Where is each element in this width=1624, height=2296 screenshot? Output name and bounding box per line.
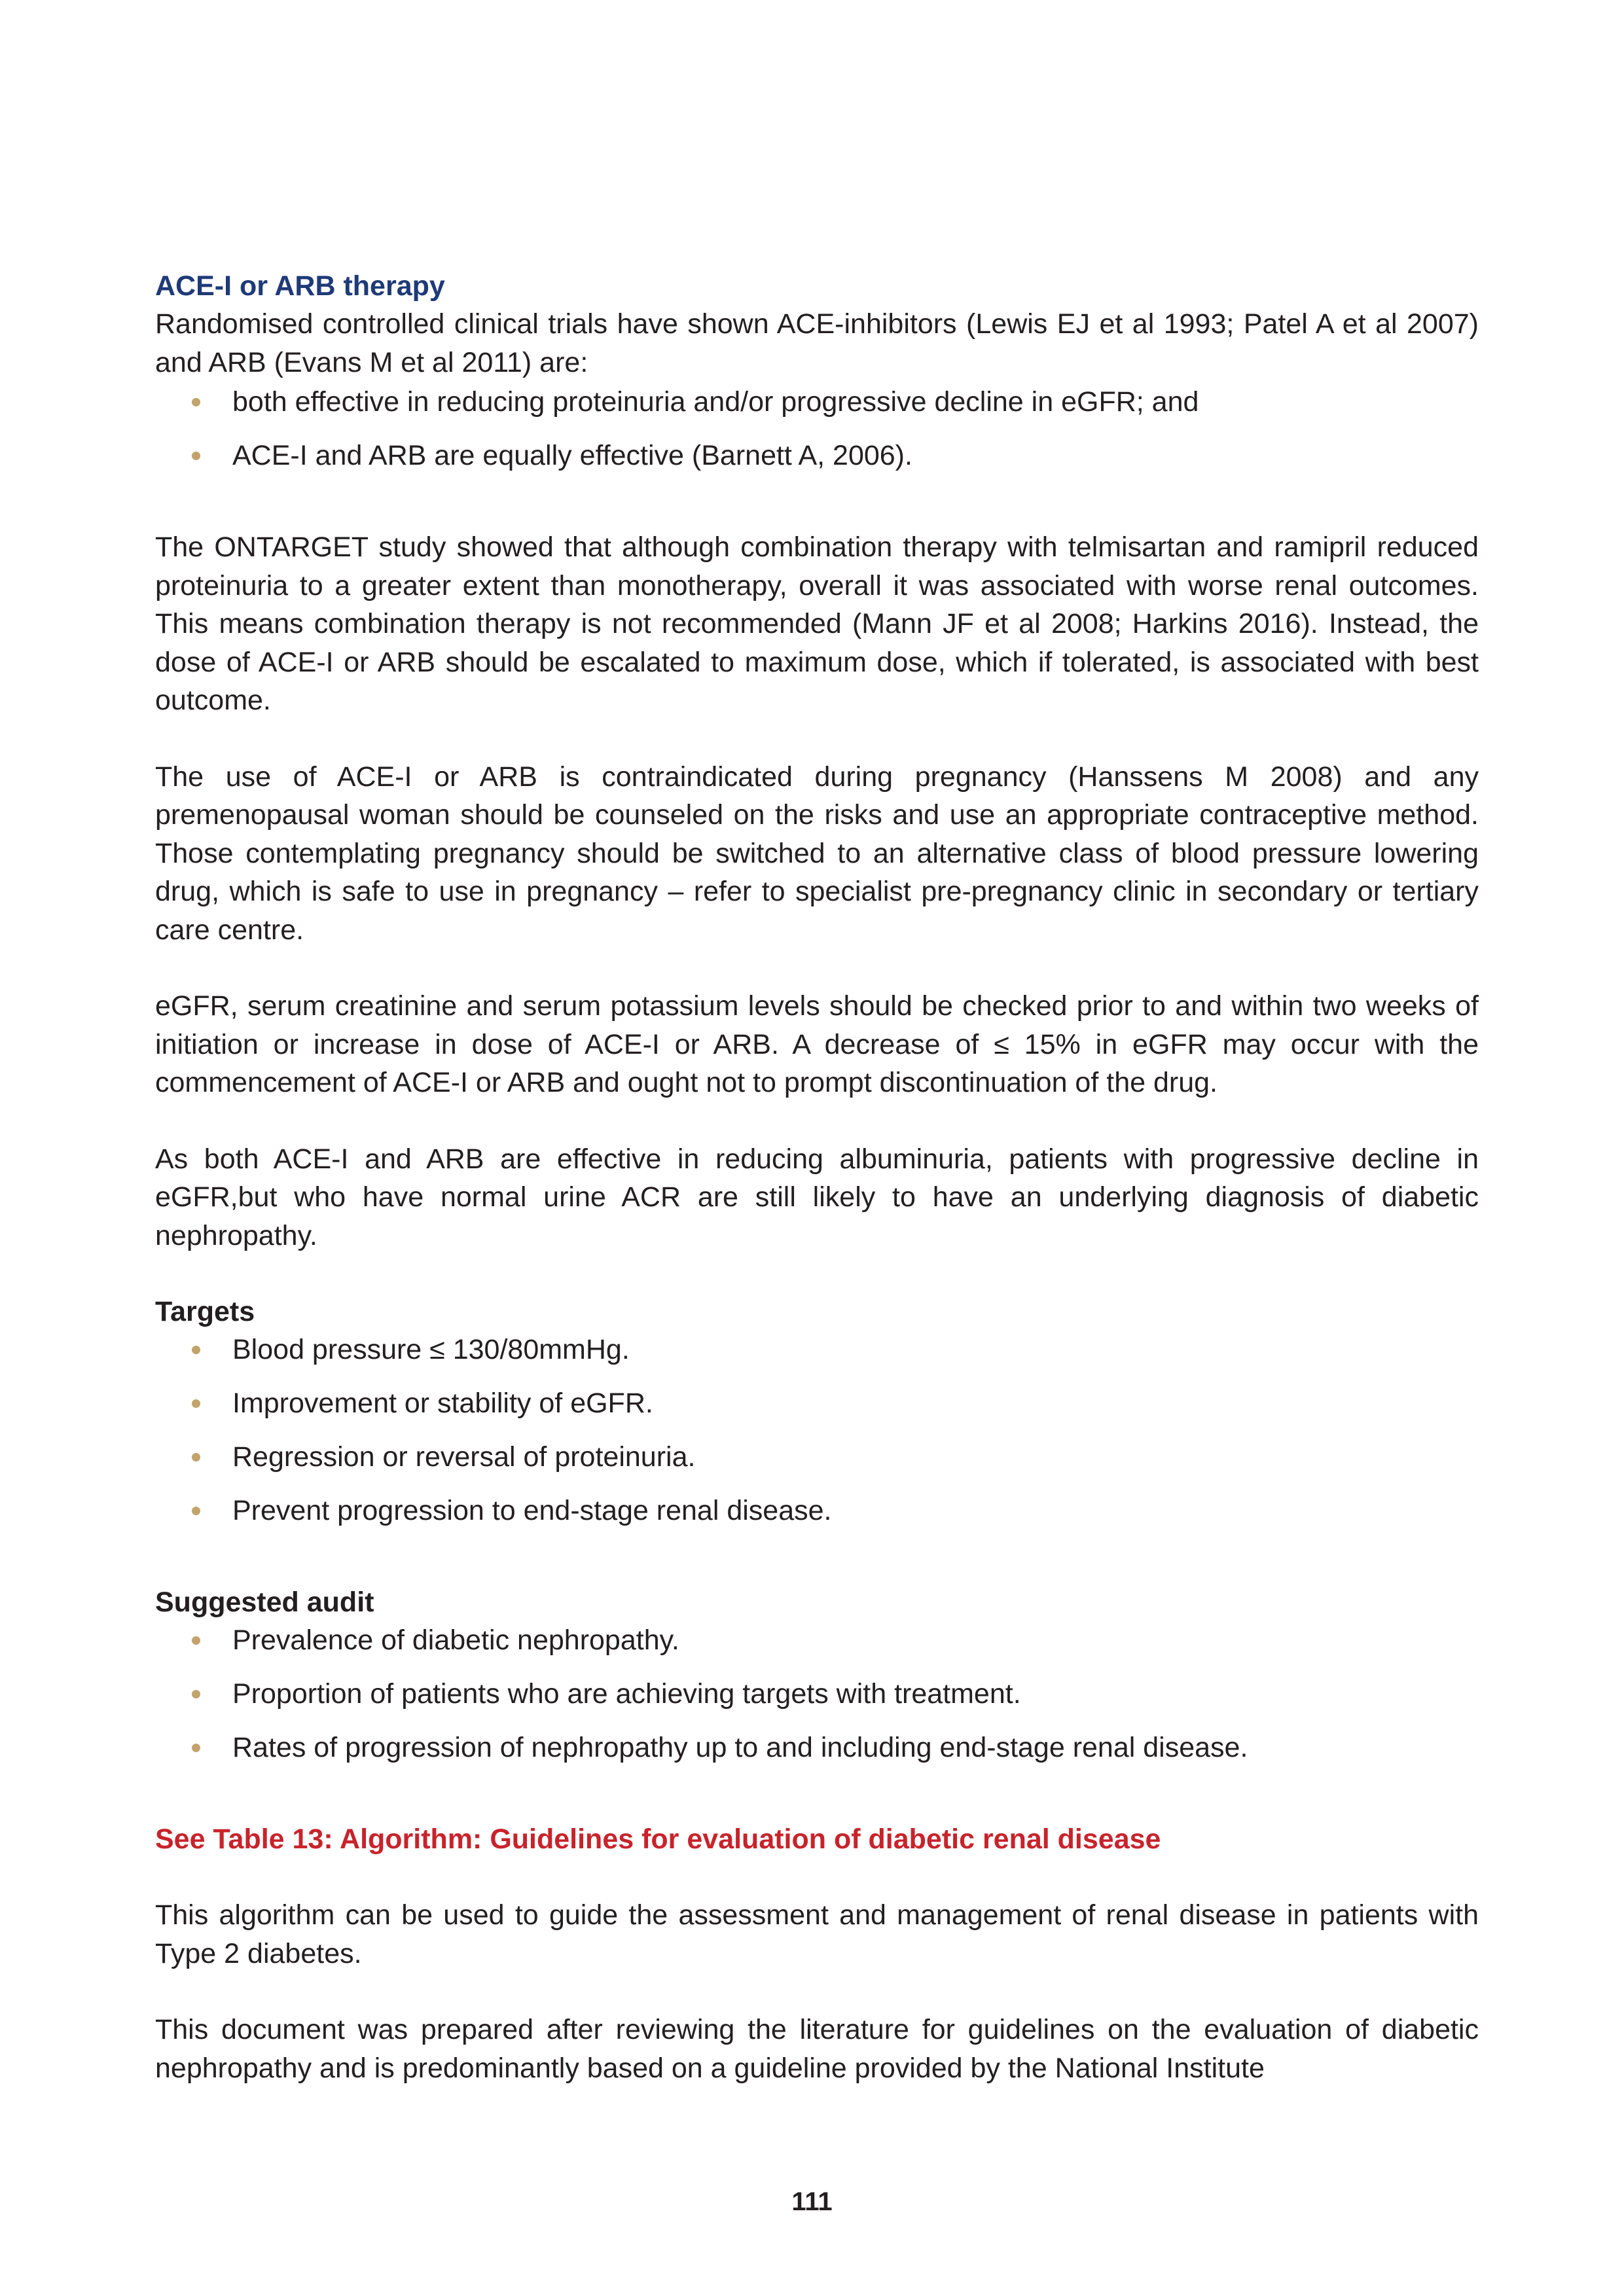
- bullet-icon: [192, 1399, 200, 1408]
- list-item: ACE-I and ARB are equally effective (Barnett A, 2006).: [155, 437, 1479, 475]
- list-item: Blood pressure ≤ 130/80mmHg.: [155, 1331, 1479, 1369]
- suggested-audit-heading: Suggested audit: [155, 1587, 374, 1618]
- paragraph-egfr-monitoring: eGFR, serum creatinine and serum potassium levels should be checked prior to and within two weeks of initiation or increase in dose of ACE-I or ARB. A decrease of ≤ 15% in eGFR may occur with the commencement of ACE-I or ARB and ought not to prompt discontinuation of the drug.: [155, 990, 1479, 1098]
- bullet-icon: [192, 1636, 200, 1645]
- targets-heading: Targets: [155, 1296, 255, 1327]
- bullet-icon: [192, 398, 200, 406]
- page-number: 111: [791, 2187, 833, 2216]
- paragraph-algorithm-usage: This algorithm can be used to guide the assessment and management of renal disease in patients with Type 2 diabetes.: [155, 1899, 1479, 1969]
- bullet-icon: [192, 1507, 200, 1515]
- list-item: both effective in reducing proteinuria and/or progressive decline in eGFR; and: [155, 383, 1479, 421]
- bullet-icon: [192, 1453, 200, 1462]
- section-title-ace-arb: ACE-I or ARB therapy: [155, 270, 445, 302]
- list-item: Improvement or stability of eGFR.: [155, 1384, 1479, 1422]
- table-reference-link[interactable]: See Table 13: Algorithm: Guidelines for evaluation of diabetic renal disease: [155, 1823, 1161, 1855]
- bullet-icon: [192, 452, 200, 460]
- paragraph-pregnancy: The use of ACE-I or ARB is contraindicated during pregnancy (Hanssens M 2008) and any premenopausal woman should be counseled on the risks and use an appropriate contraceptive method. Those contemplating pregnancy should be switched to an alternative class of blood pressure lowering drug, which is safe to use in pregnancy – refer to specialist pre-pregnancy clinic in secondary or tertiary care centre.: [155, 761, 1479, 946]
- ace-arb-bullet-list: [155, 383, 1479, 475]
- list-item: Regression or reversal of proteinuria.: [155, 1438, 1479, 1476]
- list-item: Proportion of patients who are achieving targets with treatment.: [155, 1675, 1479, 1713]
- paragraph-albuminuria: As both ACE-I and ARB are effective in reducing albuminuria, patients with progressive decline in eGFR,but who have normal urine ACR are still likely to have an underlying diagnosis of diabetic nephropathy.: [155, 1143, 1479, 1251]
- targets-bullet-list: [155, 1331, 1479, 1530]
- bullet-icon: [192, 1744, 200, 1752]
- list-item: Rates of progression of nephropathy up to and including end-stage renal disease.: [155, 1729, 1479, 1767]
- bullet-icon: [192, 1346, 200, 1354]
- paragraph-ontarget: The ONTARGET study showed that although combination therapy with telmisartan and ramipril reduced proteinuria to a greater extent than monotherapy, overall it was associated with worse renal outcomes. This means combination therapy is not recommended (Mann JF et al 2008; Harkins 2016). Instead, the dose of ACE-I or ARB should be escalated to maximum dose, which if tolerated, is associated with best outcome.: [155, 531, 1479, 716]
- list-item: Prevalence of diabetic nephropathy.: [155, 1621, 1479, 1659]
- bullet-icon: [192, 1690, 200, 1698]
- paragraph-document-basis: This document was prepared after reviewing the literature for guidelines on the evaluation of diabetic nephropathy and is predominantly based on a guideline provided by the National Institute: [155, 2014, 1479, 2084]
- list-item: Prevent progression to end-stage renal disease.: [155, 1492, 1479, 1530]
- section-intro: Randomised controlled clinical trials have shown ACE-inhibitors (Lewis EJ et al 1993; Patel A et al 2007) and ARB (Evans M et al 2011) are:: [155, 308, 1479, 378]
- audit-bullet-list: [155, 1621, 1479, 1767]
- document-page: [155, 267, 1479, 2087]
